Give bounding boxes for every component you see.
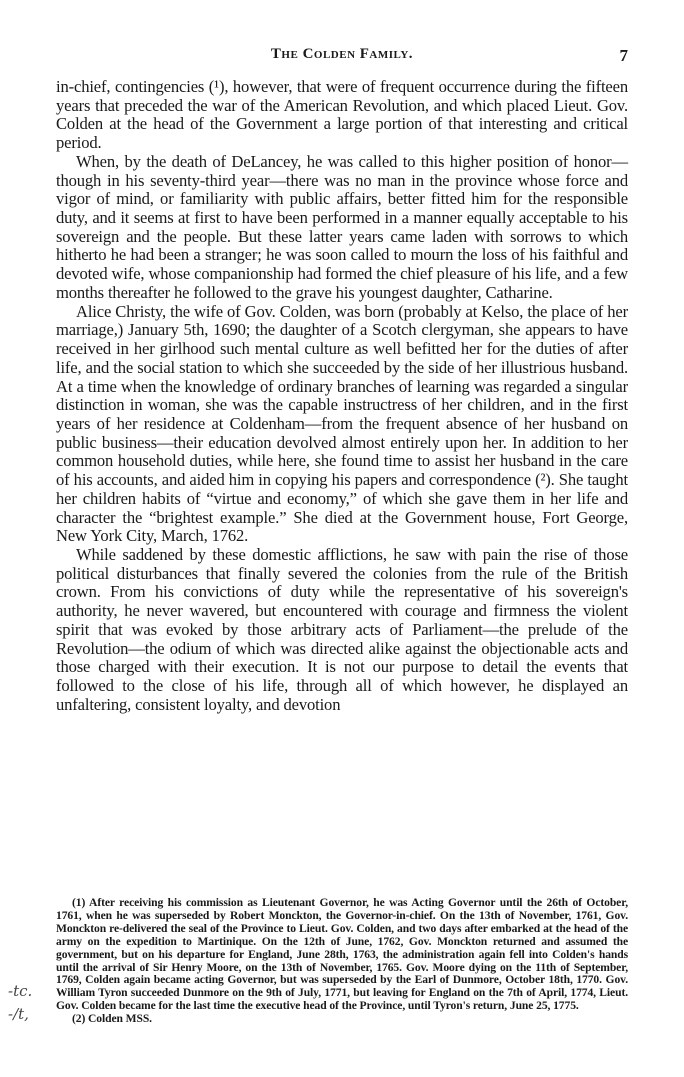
paragraph-political-disturbances: While saddened by these domestic afflictions, he saw with pain the rise of those political disturbances that finally severed the colonies from the rule of the British crown. From his convictions of duty while the representative of his sovereign's authority, he never wavered, but encountered with courage and firmness the violent spirit that was evoked by those arbitrary acts of Parliament—the prelude of the Revolution—the odium of which was directed alike against the objectionable acts and those charged with their execution. It is not our purpose to detail the events that followed to the close of his life, through all of which however, he displayed an unfaltering, consistent loyalty, and devotion xyxy=(56,544,628,714)
handwritten-margin-mark: -tc. xyxy=(8,982,33,1000)
page-number: 7 xyxy=(619,46,628,65)
running-head xyxy=(56,46,628,68)
handwritten-margin-mark: -/t, xyxy=(8,1005,29,1023)
paragraph-continued: in-chief, contingencies (¹), however, that were of frequent occurrence during the fifteen years that preceded the war of the American Revolution, and which placed Lieut. Gov. Colden at the head of the Government a large portion of that interesting and critical period. xyxy=(56,77,628,153)
footnote-1: (1) After receiving his commission as Lieutenant Governor, he was Acting Governor until the 26th of October, 1761, when he was superseded by Robert Monckton, the Governor-in-chief. On the 13th of November, 1761, Gov. Monckton re-delivered the seal of the Province to Lieut. Gov. Colden, and two days after embarked at the head of the army on the expedition to Martinique. On the 12th of June, 1762, Gov. Monckton returned and assumed the government, but on his departure for England, June 28th, 1763, the administration again fell into Colden's hands until the arrival of Sir Henry Moore, on the 13th of November, 1765. Gov. Moore dying on the 11th of September, 1769, Colden again became acting Governor, but was superseded by the Earl of Dunmore, October 18th, 1770. Gov. William Tyron succeeded Dunmore on the 9th of July, 1771, but leaving for England on the 7th of April, 1774, Lieut. Gov. Colden became for the last time the executive head of the Province, until Tyron's return, June 25, 1775. xyxy=(56,896,628,1013)
paragraph-delancey: When, by the death of DeLancey, he was called to this higher position of honor—though in his seventy-third year—there was no man in the province whose force and vigor of mind, or familiarity with public affairs, better fitted him for the responsible duty, and it seems at first to have been performed in a manner equally acceptable to his sovereign and the people. But these latter years came laden with sorrows to which hitherto he had been a stranger; he was soon called to mourn the loss of his faithful and devoted wife, whose companionship had formed the chief pleasure of his life, and a few months thereafter he followed to the grave his youngest daughter, Catharine. xyxy=(56,151,628,302)
paragraph-alice-christy: Alice Christy, the wife of Gov. Colden, was born (probably at Kelso, the place of her marriage,) January 5th, 1690; the daughter of a Scotch clergyman, she appears to have received in her girlhood such mental culture as well befitted her for the duties of after life, and the social station to which she succeeded by the side of her illustrious husband. At a time when the knowledge of ordinary branches of learning was regarded a singular distinction in woman, she was the capable instructress of her children, and in the first years of her residence at Coldenham—from the frequent absence of her husband on public business—their education devolved almost entirely upon her. In addition to her common household duties, while here, she found time to assist her husband in the care of his accounts, and aided him in copying his papers and correspondence (²). She taught her children habits of “virtue and economy,” of which she gave them in her life and character the “brightest example.” She died at the Government house, Fort George, New York City, March, 1762. xyxy=(56,301,628,546)
body-text xyxy=(56,78,628,714)
footnote-2: (2) Colden MSS. xyxy=(72,1012,152,1026)
footnotes xyxy=(56,897,628,1026)
running-title: The Colden Family. xyxy=(270,46,414,62)
